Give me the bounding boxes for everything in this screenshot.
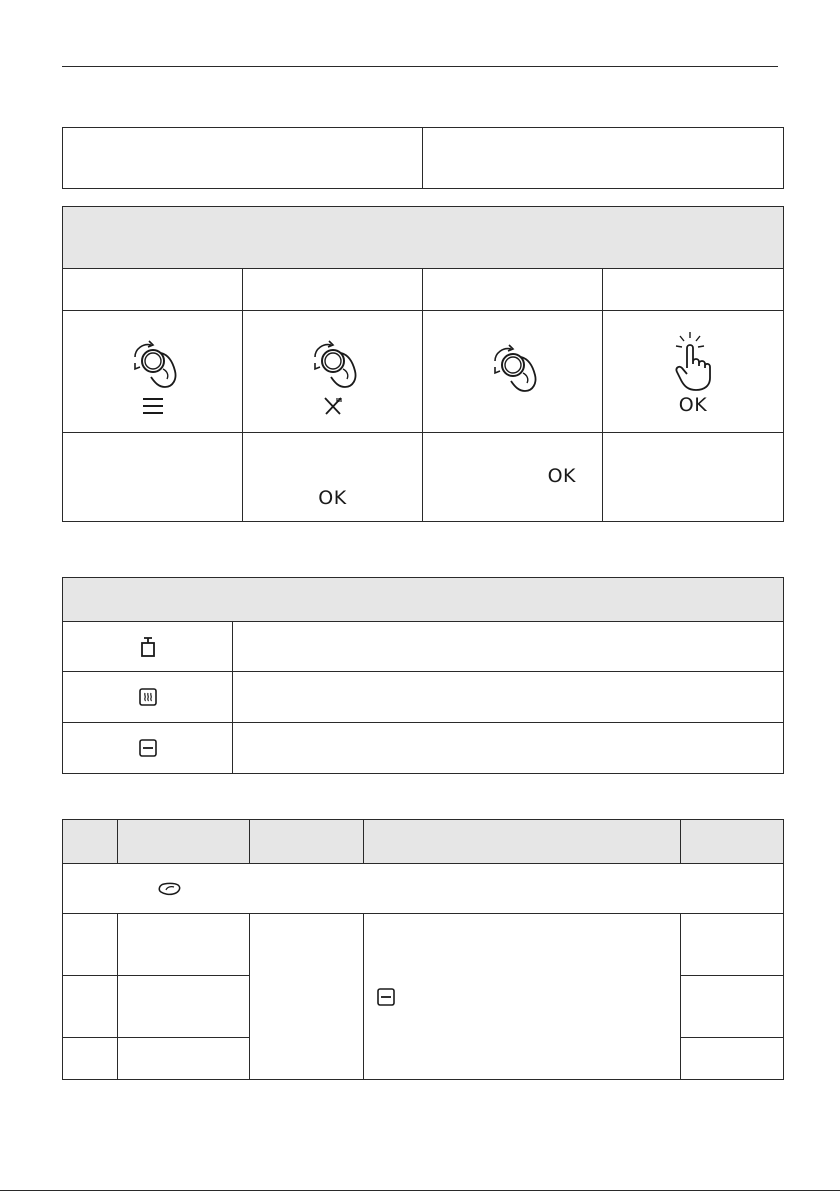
rotate-knob-icon [481, 333, 545, 397]
steps-table [62, 206, 784, 522]
press-button-icon [668, 328, 718, 392]
step-instruction-1 [63, 433, 243, 522]
food-row-name [118, 1038, 250, 1080]
rotate-knob-icon [121, 329, 185, 393]
step-icon-cell-4 [603, 311, 784, 433]
ok-label: OK [318, 487, 347, 509]
shelf-level-icon [376, 987, 396, 1007]
steps-title [63, 207, 784, 269]
food-header-3 [250, 820, 364, 864]
step-instruction-2 [243, 433, 423, 522]
step-icon-cell-3 [423, 311, 603, 433]
step-header-2 [243, 269, 423, 311]
cooking-function-icon [323, 397, 343, 415]
step-instruction-3 [423, 433, 603, 522]
food-table [62, 819, 784, 1080]
top-cell-left [63, 128, 423, 189]
food-shared-col4 [364, 914, 681, 1080]
symbols-title [63, 578, 784, 622]
food-header-2 [118, 820, 250, 864]
ok-caption: OK [678, 393, 708, 416]
symbol-icon-cell [63, 723, 233, 774]
food-row-num [63, 914, 118, 976]
step-header-1 [63, 269, 243, 311]
top-rule [62, 66, 778, 67]
rotate-knob-icon [301, 329, 365, 393]
food-row-last [681, 976, 784, 1038]
heating-icon [138, 687, 158, 707]
top-info-table [62, 127, 784, 189]
food-row-name [118, 976, 250, 1038]
step-icon-cell-1 [63, 311, 243, 433]
food-row-name [118, 914, 250, 976]
symbol-text [233, 622, 784, 672]
step-instruction-4 [603, 433, 784, 522]
step-icon-cell-2 [243, 311, 423, 433]
food-header-5 [681, 820, 784, 864]
symbol-icon-cell [63, 622, 233, 672]
bottom-rule [0, 1190, 840, 1191]
step-header-4 [603, 269, 784, 311]
step-header-3 [423, 269, 603, 311]
shelf-level-icon [138, 738, 158, 758]
menu-icon [142, 397, 164, 415]
symbol-icon-cell [63, 672, 233, 723]
symbol-text [233, 723, 784, 774]
food-header-1 [63, 820, 118, 864]
food-category-row [63, 864, 784, 914]
food-row-num [63, 1038, 118, 1080]
food-header-4 [364, 820, 681, 864]
ok-label: OK [547, 465, 576, 487]
food-row-last [681, 914, 784, 976]
food-row-last [681, 1038, 784, 1080]
meat-icon [157, 882, 181, 896]
top-cell-right [423, 128, 784, 189]
food-shared-col3 [250, 914, 364, 1080]
timer-icon [139, 636, 157, 658]
food-row-num [63, 976, 118, 1038]
symbols-table [62, 577, 784, 774]
symbol-text [233, 672, 784, 723]
